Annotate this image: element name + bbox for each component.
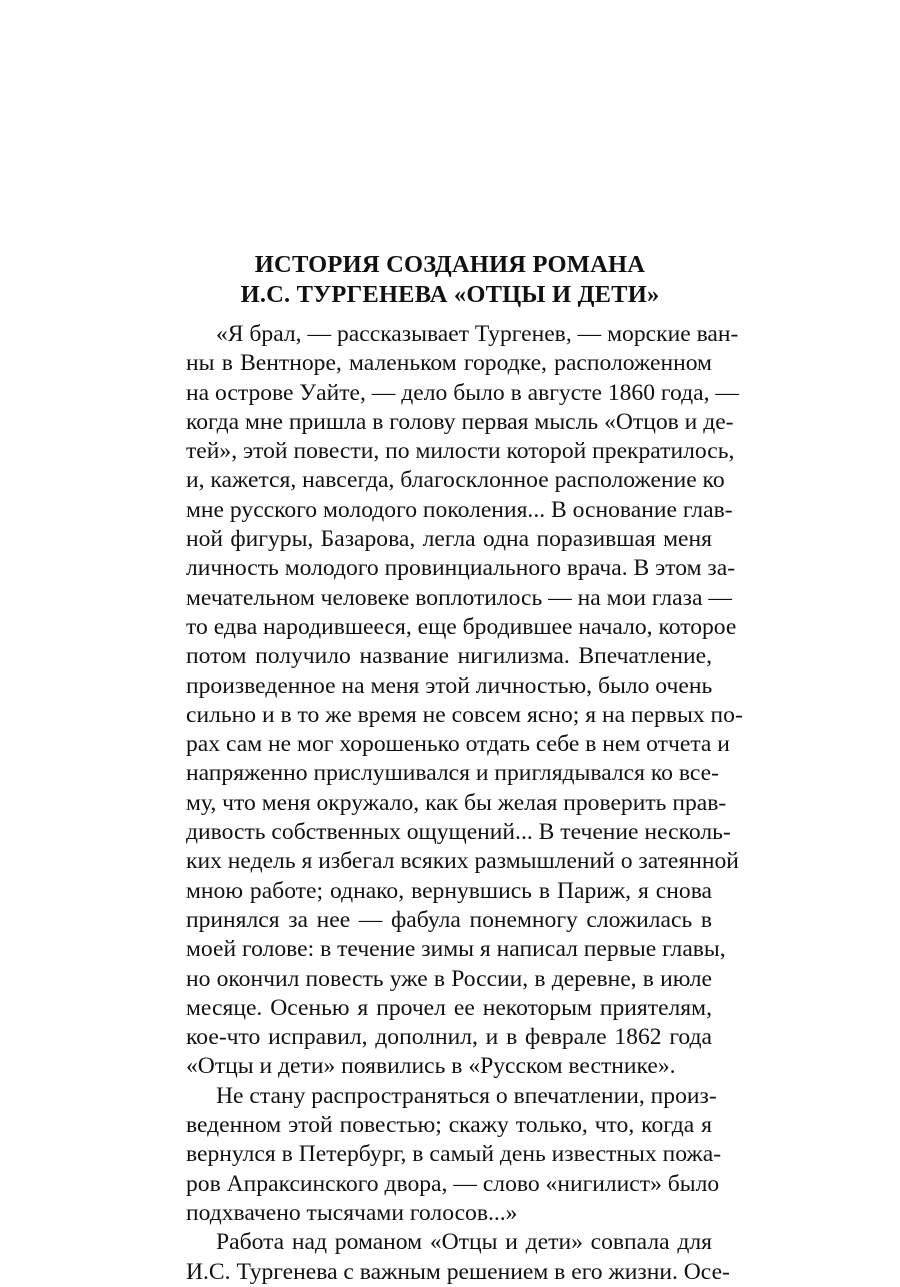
text-line: произведенное на меня этой личностью, было очень <box>186 672 713 699</box>
text-line: му, что меня окружало, как бы желая проверить прав- <box>186 789 727 816</box>
chapter-title-line-1: ИСТОРИЯ СОЗДАНИЯ РОМАНА <box>254 251 646 278</box>
text-line: мною работе; однако, вернувшись в Париж, я снова <box>186 877 712 904</box>
text-line: и, кажется, навсегда, благосклонное расположение ко <box>186 467 725 494</box>
paragraph-1 <box>186 320 743 1082</box>
text-line: мне русского молодого поколения... В основание глав- <box>186 496 733 523</box>
text-line: когда мне пришла в голову первая мысль «Отцов и де- <box>186 408 734 435</box>
text-line: ров Апраксинского двора, — слово «нигилист» было <box>186 1170 720 1197</box>
text-line: И.С. Тургенева с важным решением в его жизни. Осе- <box>186 1258 730 1285</box>
text-line: личность молодого провинциального врача. В этом за- <box>186 555 736 582</box>
text-line: кое-что исправил, дополнил, и в феврале 1862 года <box>186 1024 712 1051</box>
text-line: Работа над романом «Отцы и дети» совпала для <box>216 1229 712 1256</box>
text-line: веденном этой повестью; скажу только, что, когда я <box>186 1112 712 1139</box>
text-line: но окончил повесть уже в России, в деревне, в июле <box>186 965 712 992</box>
text-line: ких недель я избегал всяких размышлений о затеянной <box>186 848 739 875</box>
text-line: Не стану распространяться о впечатлении, произ- <box>216 1082 717 1109</box>
text-line: ной фигуры, Базарова, легла одна поразившая меня <box>186 526 712 553</box>
text-line: принялся за нее — фабула понемногу сложилась в <box>186 906 712 933</box>
text-line: «Я брал, — рассказывает Тургенев, — морские ван- <box>216 321 739 347</box>
chapter-title <box>190 250 710 310</box>
text-line: моей голове: в течение зимы я написал первые главы, <box>186 936 726 963</box>
text-line: дивость собственных ощущений... В течение несколь- <box>186 819 731 846</box>
text-line: то едва народившееся, еще бродившее начало, которое <box>186 613 737 640</box>
chapter-title-line-2: И.С. ТУРГЕНЕВА «ОТЦЫ И ДЕТИ» <box>240 281 660 308</box>
text-line: ны в Вентноре, маленьком городке, расположенном <box>186 350 712 377</box>
chapter-body <box>186 320 743 1287</box>
text-line: напряженно прислушивался и приглядывался ко все- <box>186 760 719 787</box>
text-line: вернулся в Петербург, в самый день известных пожа- <box>186 1141 722 1168</box>
text-line: подхвачено тысячами голосов...» <box>186 1199 518 1226</box>
text-line: сильно и в то же время не совсем ясно; я на первых по- <box>186 701 743 728</box>
text-line: тей», этой повести, по милости которой прекратилось, <box>186 438 735 465</box>
text-line: рах сам не мог хорошенько отдать себе в нем отчета и <box>186 731 730 758</box>
paragraph-2 <box>186 1082 722 1228</box>
paragraph-3 <box>186 1228 730 1287</box>
text-line: мечательном человеке воплотилось — на мои глаза — <box>186 584 732 611</box>
text-line: на острове Уайте, — дело было в августе 1860 года, — <box>186 379 740 406</box>
text-line: месяце. Осенью я прочел ее некоторым приятелям, <box>186 994 712 1021</box>
text-line: потом получило название нигилизма. Впечатление, <box>186 643 712 670</box>
text-line: «Отцы и дети» появились в «Русском вестнике». <box>186 1053 676 1080</box>
